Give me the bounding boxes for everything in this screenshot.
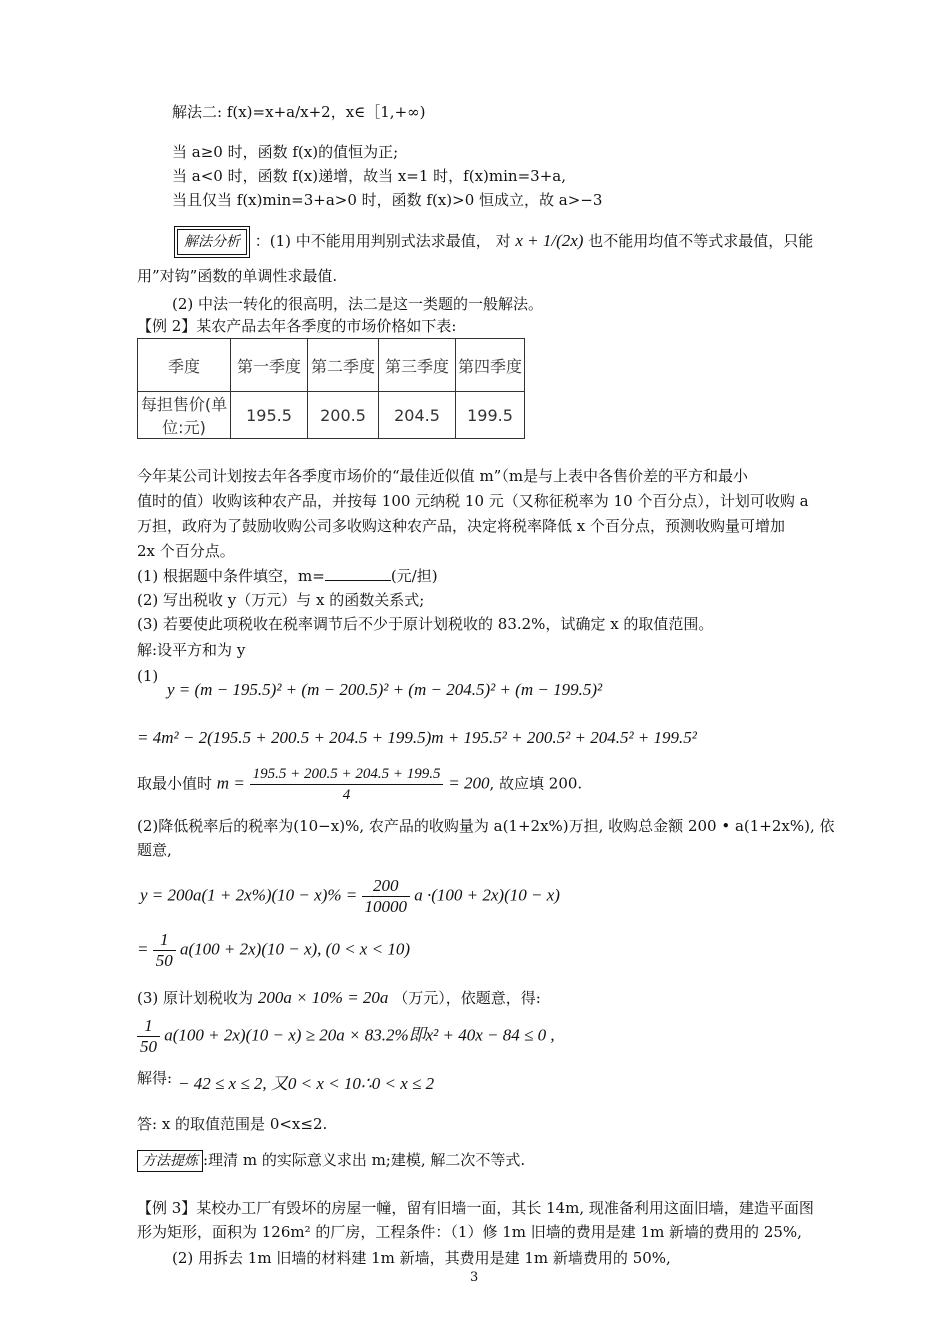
method-note-line xyxy=(137,1150,525,1172)
answer-blank xyxy=(325,566,391,581)
equation-3 xyxy=(140,876,560,917)
min-fraction xyxy=(250,764,444,805)
question2: (2) 写出税收 y（万元）与 x 的函数关系式; xyxy=(137,591,425,609)
eq3-denominator: 10000 xyxy=(364,897,407,916)
example2-para1: 今年某公司计划按去年各季度市场价的“最佳近似值 m”（m是与上表中各售价差的平方和最小 xyxy=(137,467,749,485)
min-fraction-numerator: 195.5 + 200.5 + 204.5 + 199.5 xyxy=(250,764,444,785)
table-cell: 199.5 xyxy=(456,392,525,439)
method2-line1: 解法二: f(x)=x+a/x+2，x∈［1,+∞) xyxy=(172,103,426,121)
min-tail: , 故应填 200. xyxy=(489,774,583,793)
example2-title: 【例 2】某农产品去年各季度的市场价格如下表: xyxy=(137,317,457,335)
eq3-numerator: 200 xyxy=(362,876,411,897)
min-suffix: = 200 xyxy=(448,773,490,793)
analysis-line3: (2) 中法一转化的很高明，法二是这一类题的一般解法。 xyxy=(172,295,544,313)
example2-para2: 值时的值）收购该种农产品，并按每 100 元纳税 10 元（又称征税率为 10 个百分点），计划可收购 a xyxy=(137,492,809,510)
analysis-expr: x + 1/(2x) xyxy=(515,231,584,250)
table-row-label: 每担售价(单位:元) xyxy=(138,392,231,439)
method2-line2: 当 a≥0 时，函数 f(x)的值恒为正; xyxy=(172,143,399,161)
eq3-fraction xyxy=(362,876,411,917)
table-header: 第二季度 xyxy=(308,339,379,392)
solve-line xyxy=(137,1068,172,1088)
solution-intro: 解:设平方和为 y xyxy=(137,641,246,659)
question3: (3) 若要使此项税收在税率调节后不少于原计划税收的 83.2%，试确定 x 的取值范围。 xyxy=(137,615,714,633)
eq4-right: a(100 + 2x)(10 − x), (0 < x < 10) xyxy=(179,939,410,959)
question1-text: (1) 根据题中条件填空，m= xyxy=(137,567,325,585)
question1 xyxy=(137,566,438,586)
solution-part1-label: (1) xyxy=(137,667,159,685)
min-prefix: 取最小值时 xyxy=(137,774,213,793)
table-row xyxy=(138,392,525,439)
part3-expr: 200a × 10% = 20a xyxy=(257,988,389,1007)
equation-4: = $\frac{1}{50}$ a(100 + 2x)(10 − x), (0 < x < 10) xyxy=(137,930,410,970)
example3-line3: (2) 用拆去 1m 旧墙的材料建 1m 新墙，其费用是建 1m 新墙费用的 50%, xyxy=(172,1249,671,1267)
part3-line xyxy=(137,988,541,1008)
eq3-right: a ·(100 + 2x)(10 − x) xyxy=(414,885,560,905)
answer-line: 答: x 的取值范围是 0<x≤2. xyxy=(137,1115,328,1133)
eq4-numerator: 1 xyxy=(153,930,176,951)
example2-para3: 万担，政府为了鼓励收购公司多收购这种农产品，决定将税率降低 x 个百分点，预测收购量可增加 xyxy=(137,517,786,535)
min-value-line xyxy=(137,764,582,805)
method-note-badge: 方法提炼 xyxy=(137,1150,203,1172)
part3-text: (3) 原计划税收为 xyxy=(137,989,254,1007)
analysis-text1a: ：(1) 中不能用用判别式法求最值， 对 xyxy=(254,232,511,250)
analysis-badge: 解法分析 xyxy=(174,226,250,258)
min-m: m = xyxy=(216,773,245,793)
table-cell: 200.5 xyxy=(308,392,379,439)
table-cell: 204.5 xyxy=(379,392,456,439)
table-cell: 195.5 xyxy=(231,392,308,439)
example3-line1: 【例 3】某校办工厂有毁坏的房屋一幢，留有旧墙一面，其长 14m, 现准备利用这面旧墙，建造平面图 xyxy=(137,1199,814,1217)
solve-expression: − 42 ≤ x ≤ 2, 又0 < x < 10∴0 < x ≤ 2 xyxy=(178,1074,435,1093)
part3-text-b: （万元），依题意，得: xyxy=(393,989,541,1007)
method2-line3: 当 a<0 时，函数 f(x)递增，故当 x=1 时，f(x)min=3+a, xyxy=(172,167,566,185)
eq5-numerator: 1 xyxy=(137,1016,160,1037)
analysis-line1 xyxy=(174,226,813,258)
price-table xyxy=(137,338,525,439)
eq5-right: a(100 + 2x)(10 − x) ≥ 20a × 83.2%即x² + 40x − 84 ≤ 0 , xyxy=(164,1025,555,1045)
method2-line4: 当且仅当 f(x)min=3+a>0 时，函数 f(x)>0 恒成立，故 a>−3 xyxy=(172,191,603,209)
table-header: 季度 xyxy=(138,339,231,392)
table-header: 第四季度 xyxy=(456,339,525,392)
equation-2: = 4m² − 2(195.5 + 200.5 + 204.5 + 199.5)m + 195.5² + 200.5² + 204.5² + 199.5² xyxy=(137,728,697,747)
analysis-text1b: 也不能用均值不等式求最值，只能 xyxy=(588,232,814,250)
page-number: 3 xyxy=(470,1270,479,1285)
eq5-fraction xyxy=(137,1016,160,1057)
table-header-row xyxy=(138,339,525,392)
eq4-denominator: 50 xyxy=(155,951,173,970)
table-header: 第一季度 xyxy=(231,339,308,392)
method-note-text: :理清 m 的实际意义求出 m;建模, 解二次不等式. xyxy=(203,1151,526,1169)
table-header: 第三季度 xyxy=(379,339,456,392)
example3-line2: 形为矩形，面积为 126m² 的厂房，工程条件：（1）修 1m 旧墙的费用是建 1m 新墙的费用的 25%, xyxy=(137,1223,802,1241)
equation-5 xyxy=(137,1016,555,1057)
analysis-line2: 用”对钩”函数的单调性求最值. xyxy=(137,267,338,285)
equation-1: y = (m − 195.5)² + (m − 200.5)² + (m − 204.5)² + (m − 199.5)² xyxy=(167,680,603,699)
eq3-left: y = 200a(1 + 2x%)(10 − x)% = xyxy=(140,885,358,905)
solve-label: 解得: xyxy=(137,1069,173,1087)
example2-para4: 2x 个百分点。 xyxy=(137,542,235,560)
eq5-denominator: 50 xyxy=(140,1037,157,1056)
part2-line1: (2)降低税率后的税率为(10−x)%, 农产品的收购量为 a(1+2x%)万担, 收购总金额 200 • a(1+2x%), 依 xyxy=(137,817,835,835)
part2-line2: 题意, xyxy=(137,841,172,859)
min-fraction-denominator: 4 xyxy=(342,787,351,803)
question1-unit: (元/担) xyxy=(390,567,438,585)
eq4-fraction xyxy=(153,930,176,971)
